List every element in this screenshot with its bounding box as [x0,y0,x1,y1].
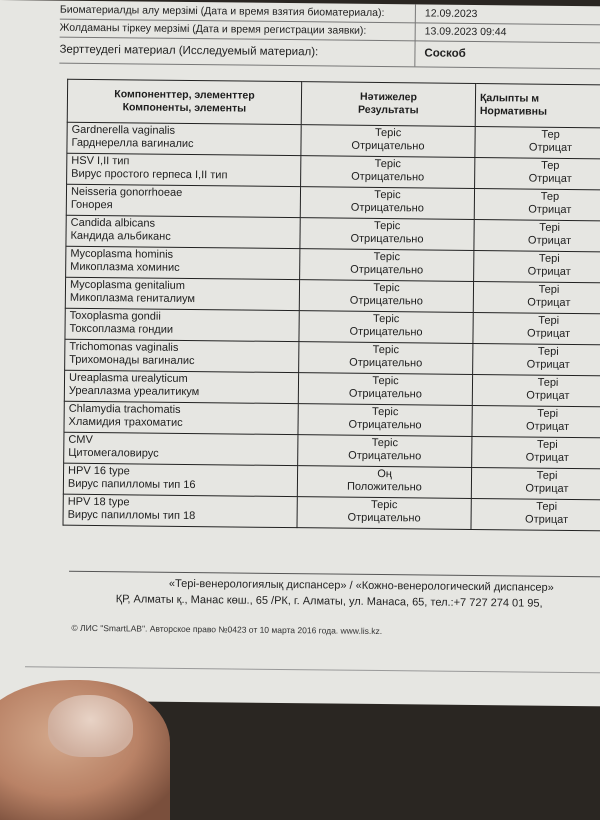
result-cell-line1: Теріс [371,498,398,512]
norm-cell-line1: Тері [536,469,558,482]
column-header-norms [475,83,600,128]
result-cell-line2: Отрицательно [349,325,423,339]
component-cell-line1: HSV I,II тип [71,154,130,168]
result-cell [301,125,475,158]
norm-cell-line1: Тері [538,283,560,296]
result-cell [301,156,475,189]
result-cell-line2: Отрицательно [347,511,421,525]
result-cell [297,497,471,530]
component-cell-line2: Кандида альбиканс [70,229,171,243]
norm-cell-line1: Тері [536,500,558,513]
result-cell-line1: Теріс [372,312,400,326]
component-cell-line1: Mycoplasma genitalium [69,278,186,292]
result-cell-line2: Отрицательно [349,356,423,370]
header-column-divider [414,4,416,66]
component-cell [66,184,300,217]
norm-cell-line2: Отрицат [526,389,570,402]
result-cell [297,466,471,499]
norm-cell [473,343,600,376]
component-cell-line2: Трихомонады вагиналис [69,353,195,368]
column-header-results [301,82,475,127]
result-cell-line2: Отрицательно [351,139,425,153]
footer-divider [69,571,600,578]
norm-cell [475,126,600,159]
result-cell-line1: Теріс [374,157,402,171]
norm-cell-line2: Отрицат [526,358,570,371]
component-cell-line1: CMV [68,433,93,446]
result-cell-line1: Теріс [373,219,401,233]
component-cell [66,215,300,248]
results-table [62,79,600,532]
component-cell-line2: Гонорея [70,198,113,212]
sample-date-value: 12.09.2023 [424,7,478,21]
component-cell-line1: HPV 18 type [67,495,130,509]
header-divider [60,37,600,44]
result-cell [299,311,473,344]
component-cell [64,401,298,434]
result-cell-line2: Положительно [346,480,422,494]
result-cell [298,404,472,437]
norm-cell-line2: Отрицат [525,420,570,433]
result-cell-line2: Отрицательно [348,387,422,401]
page-edge [25,666,600,673]
result-cell-line2: Отрицательно [350,263,424,277]
result-cell-line1: Теріс [372,405,399,419]
norm-cell-line2: Отрицат [527,265,571,278]
registration-date-value: 13.09.2023 09:44 [424,25,507,39]
result-cell-line1: Теріс [373,250,401,264]
component-cell [65,339,299,372]
result-cell-line1: Теріс [374,188,401,202]
result-cell [299,342,473,375]
norm-cell-line1: Тері [538,314,560,327]
norm-cell-line1: Тері [538,252,560,265]
norm-cell [472,436,600,469]
component-cell [66,246,300,279]
copyright-text: © ЛИС "SmartLAB". Авторское право №0423 от 10 марта 2016 года. www.lis.kz. [71,622,383,637]
component-cell-line1: Ureaplasma urealyticum [68,371,188,385]
result-cell-line2: Отрицательно [350,232,424,246]
column-header-ru: Компоненты, элементы [122,101,247,115]
column-header-ru: Результаты [358,103,419,117]
table-header-row [67,79,600,128]
norm-cell-line1: Тер [540,190,560,203]
component-cell-line1: Toxoplasma gondii [69,309,161,323]
column-header-ru: Нормативны [479,105,548,118]
header-divider [59,63,600,70]
norm-cell [471,498,600,531]
component-cell-line1: Trichomonas vaginalis [69,340,179,354]
norm-cell-line2: Отрицат [528,141,573,154]
column-header-kz: Қалыпты м [479,92,540,105]
component-cell-line1: HPV 16 type [68,464,130,478]
registration-date-label: Жолдаманы тіркеу мерзімі (Дата и время регистрации заявки): [59,21,367,37]
component-cell [63,494,297,527]
result-cell [300,218,474,251]
component-cell-line2: Вирус папилломы тип 18 [67,508,196,523]
result-cell [300,187,474,220]
material-value: Соскоб [424,47,466,60]
component-cell-line1: Chlamydia trachomatis [68,402,181,416]
clinic-name: «Тері-венерологиялық диспансер» / «Кожно-венерологический диспансер» [168,577,554,594]
result-cell-line1: Теріс [374,126,402,140]
component-cell-line2: Хламидия трахоматис [68,415,183,429]
norm-cell [473,281,600,314]
component-cell-line1: Gardnerella vaginalis [71,123,176,137]
norm-cell [472,374,600,407]
component-cell-line2: Уреаплазма уреалитикум [68,384,200,399]
component-cell-line2: Гарднерелла вагиналис [71,136,194,151]
norm-cell-line1: Тері [537,376,559,389]
result-cell-line2: Отрицательно [349,294,423,308]
component-cell [65,277,299,310]
norm-cell [474,219,600,252]
component-cell-line2: Микоплазма гениталиум [69,291,196,306]
component-cell-line2: Вирус простого герпеса I,II тип [71,167,228,182]
result-cell [298,435,472,468]
result-cell-line1: Оң [377,467,392,481]
component-cell [64,370,298,403]
result-cell-line2: Отрицательно [351,170,425,184]
norm-cell-line2: Отрицат [527,234,572,247]
clinic-address: ҚР, Алматы қ., Манас көш., 65 /РК, г. Алматы, ул. Манаса, 65, тел.:+7 727 274 01 95, [115,593,543,610]
result-cell [298,373,472,406]
component-cell [63,463,297,496]
result-cell-line1: Теріс [372,374,399,388]
norm-cell-line1: Тері [537,345,559,358]
result-cell-line1: Теріс [372,343,400,357]
norm-cell-line1: Тері [537,407,559,420]
norm-cell [472,405,600,438]
component-cell-line1: Candida albicans [70,216,156,230]
component-cell [64,432,298,465]
component-cell-line2: Токсоплазма гондии [69,322,174,336]
norm-cell [474,250,600,283]
result-cell [300,249,474,282]
table-row [63,494,600,531]
norm-cell-line1: Тері [539,221,561,234]
component-cell-line1: Mycoplasma hominis [70,247,174,261]
column-header-kz: Компоненттер, элементтер [114,88,255,102]
norm-cell-line1: Тер [541,159,560,172]
column-header-components [67,79,301,124]
norm-cell-line2: Отрицат [524,513,569,526]
norm-cell-line2: Отрицат [527,296,571,309]
thumbnail [48,695,133,757]
norm-cell-line2: Отрицат [526,327,571,340]
component-cell [65,308,299,341]
component-cell [67,153,301,186]
result-cell-line1: Теріс [373,281,400,295]
result-cell [299,280,473,313]
norm-cell [474,188,600,221]
norm-cell-line2: Отрицат [528,203,572,216]
component-cell-line1: Neisseria gonorrhoeae [70,185,183,199]
norm-cell-line2: Отрицат [525,451,569,464]
norm-cell [473,312,600,345]
norm-cell-line2: Отрицат [525,482,569,495]
result-cell-line2: Отрицательно [348,449,422,463]
component-cell [67,122,301,155]
result-cell-line2: Отрицательно [350,201,424,215]
norm-cell-line2: Отрицат [528,172,572,185]
norm-cell-line1: Тері [536,438,558,451]
component-cell-line2: Цитомегаловирус [68,446,159,460]
result-cell-line1: Теріс [371,436,399,450]
norm-cell-line1: Тер [541,128,560,141]
material-label: Зерттеудегі материал (Исследуемый материал): [59,43,319,59]
result-cell-line2: Отрицательно [348,418,422,432]
component-cell-line2: Микоплазма хоминис [70,260,180,274]
column-header-kz: Нәтижелер [359,90,418,104]
norm-cell [471,467,600,500]
sample-date-label: Биоматериалды алу мерзімі (Дата и время взятия биоматериала): [59,3,385,20]
component-cell-line2: Вирус папилломы тип 16 [67,477,196,492]
norm-cell [475,157,600,190]
